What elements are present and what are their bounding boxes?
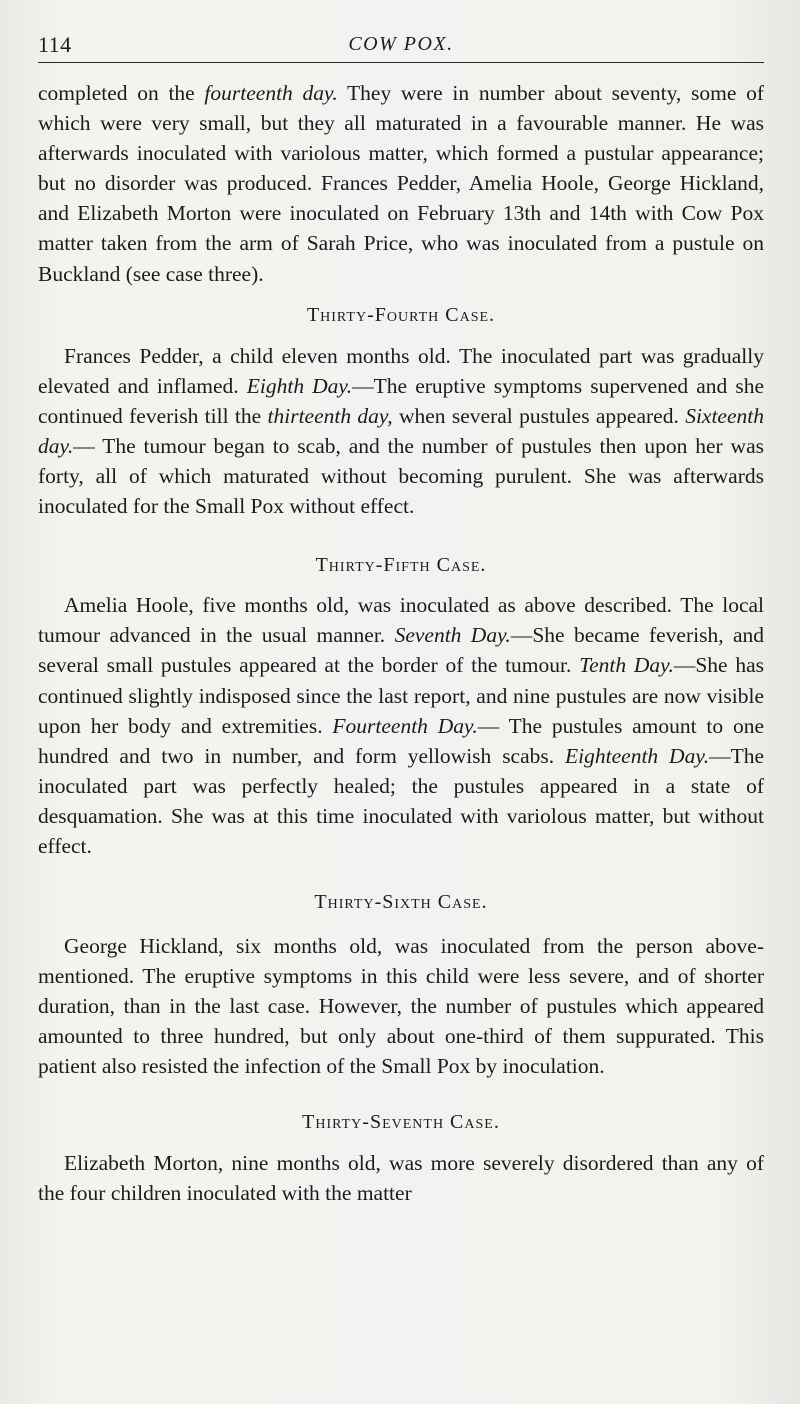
- text-run: —The inoculated part was perfectly healed; the pustules appeared in a state of desquamation. She was at this time inoculated with variolous matter, but without effect.: [38, 743, 765, 858]
- text-run: completed on the: [38, 81, 205, 105]
- italic-phrase: Eighteenth Day.: [565, 743, 710, 768]
- text-run: Frances Pedder, a child eleven months old. The inoculated part was gradually elevated and inflamed.: [38, 343, 764, 398]
- text-run: —The eruptive symptoms supervened and she continued feverish till the: [38, 373, 765, 428]
- paragraph-case-thirty-seventh: [38, 1148, 764, 1208]
- italic-phrase: Fourteenth Day.: [332, 713, 478, 738]
- italic-phrase: Tenth Day.: [579, 653, 674, 678]
- case-heading-thirty-seventh: Thirty-Seventh Case.: [302, 1110, 500, 1133]
- italic-phrase: Eighth Day.: [246, 373, 353, 398]
- text-run: George Hickland, six months old, was inoculated from the person above-mentioned. The eruptive symptoms in this child were less severe, and of shorter duration, than in the last case. However, the number of pustules which appeared amounted to three hundred, but only about one-third of them suppurated. This patient also resisted the infection of the Small Pox by inoculation.: [38, 934, 764, 1079]
- case-heading-thirty-fourth: Thirty-Fourth Case.: [306, 303, 496, 326]
- paragraph-continuation: [38, 78, 764, 289]
- text-run: — The pustules amount to one hundred and two in number, and form yellowish scabs.: [38, 713, 764, 768]
- italic-phrase: fourteenth day.: [204, 81, 338, 105]
- paragraph-case-thirty-fifth: [38, 590, 764, 861]
- italic-phrase: Sixteenth day.: [38, 403, 764, 458]
- page-body: [38, 78, 764, 1208]
- text-run: when several pustules appeared.: [392, 403, 686, 428]
- italic-phrase: Seventh Day.: [394, 623, 511, 648]
- text-run: — The tumour began to scab, and the number of pustules then upon her was forty, all of which maturated without becoming purulent. She was afterwards inoculated for the Small Pox without effect.: [38, 433, 764, 519]
- italic-phrase: thirteenth day,: [267, 403, 393, 428]
- case-heading-thirty-sixth: Thirty-Sixth Case.: [314, 891, 488, 914]
- text-run: —She has continued slightly indisposed since the last report, and nine pustules are now visible upon her body and extremities.: [38, 653, 764, 738]
- paragraph-case-thirty-sixth: [38, 931, 764, 1081]
- text-run: Elizabeth Morton, nine months old, was more severely disordered than any of the four children inoculated with the matter: [38, 1150, 764, 1205]
- case-heading-thirty-fifth: Thirty-Fifth Case.: [315, 554, 487, 577]
- text-run: They were in number about seventy, some of which were very small, but they all maturated in a favourable manner. He was afterwards inoculated with variolous matter, which formed a pustular appearance; but no disorder was produced. Frances Pedder, Amelia Hoole, George Hickland, and Elizabeth Morton were inoculated on February 13th and 14th with Cow Pox matter taken from the arm of Sarah Price, who was inoculated from a pustule on Buckland (see case three).: [38, 81, 764, 286]
- text-run: —She became feverish, and several small pustules appeared at the border of the tumour.: [38, 623, 764, 678]
- running-head: COW POX.: [348, 33, 454, 55]
- page-number: 114: [38, 32, 72, 57]
- paragraph-case-thirty-fourth: [38, 341, 764, 522]
- page-header: [38, 28, 764, 63]
- text-run: Amelia Hoole, five months old, was inoculated as above described. The local tumour advanced in the usual manner.: [38, 593, 764, 648]
